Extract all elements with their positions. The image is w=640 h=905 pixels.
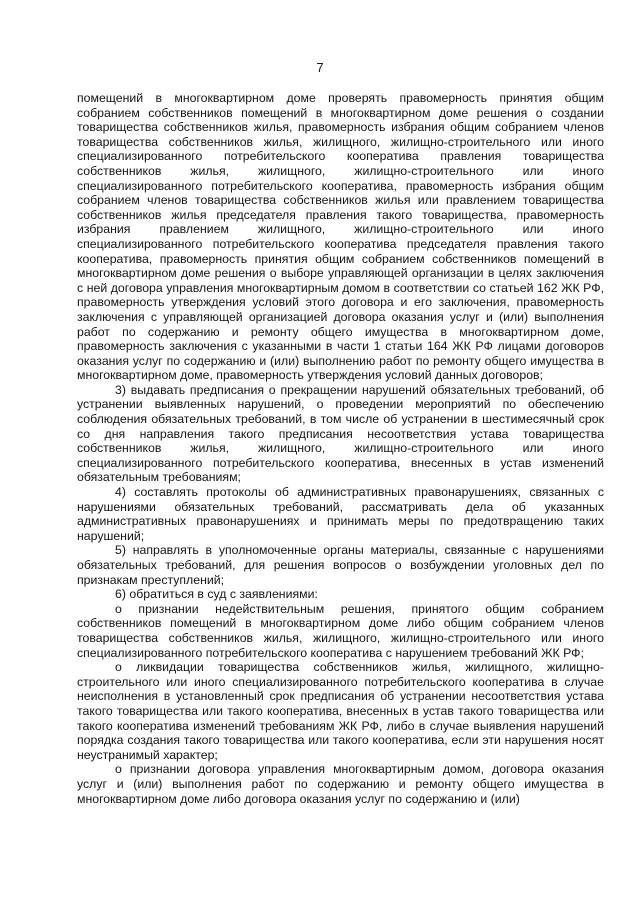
paragraph-item-4: 4) составлять протоколы об административных правонарушениях, связанных с нарушениями обязательных требований, рассматривать дела об указанных административных правонарушениях и принимать меры по предотвращению таких нарушений; <box>77 485 604 543</box>
paragraph-1-continuation: помещений в многоквартирном доме проверять правомерность принятия общим собранием собственников помещений в многоквартирном доме решения о создании товарищества собственников жилья, правомерность избрания общим собранием членов товарищества собственников жилья, жилищного, жилищно-строительного или иного специализированного потребительского кооператива правления товарищества собственников жилья, жилищного, жилищно-строительного или иного специализированного потребительского кооператива, правомерность избрания общим собранием членов товарищества собственников жилья или правлением товарищества собственников жилья председателя правления такого товарищества, правомерность избрания правлением жилищного, жилищно-строительного или иного специализированного потребительского кооператива председателя правления такого кооператива, правомерность принятия общим собранием собственников помещений в многоквартирном доме решения о выборе управляющей организации в целях заключения с ней договора управления многоквартирным домом в соответствии со статьей 162 ЖК РФ, правомерность утверждения условий этого договора и его заключения, правомерность заключения с управляющей организацией договора оказания услуг и (или) выполнения работ по содержанию и ремонту общего имущества в многоквартирном доме, правомерность заключения с указанными в части 1 статьи 164 ЖК РФ лицами договоров оказания услуг по содержанию и (или) выполнению работ по ремонту общего имущества в многоквартирном доме, правомерность утверждения условий данных договоров; <box>77 91 604 383</box>
paragraph-item-3: 3) выдавать предписания о прекращении нарушений обязательных требований, об устранении выявленных нарушений, о проведении мероприятий по обеспечению соблюдения обязательных требований, в том числе об устранении в шестимесячный срок со дня направления такого предписания несоответствия устава товарищества собственников жилья, жилищного, жилищно-строительного или иного специализированного потребительского кооператива, внесенных в устав изменений обязательным требованиям; <box>77 382 604 485</box>
page-number: 7 <box>316 60 324 75</box>
paragraph-item-6-contract: о признании договора управления многоквартирным домом, договора оказания услуг и (или) выполнения работ по содержанию и ремонту общего имущества в многоквартирном доме либо договора оказания услуг по содержанию и (или) <box>77 762 604 806</box>
paragraph-item-6-invalidation: о признании недействительным решения, принятого общим собранием собственников помещений в многоквартирном доме либо общим собранием членов товарищества собственников жилья, жилищного, жилищно-строительного или иного специализированного потребительского кооператива с нарушением требований ЖК РФ; <box>77 601 604 660</box>
paragraph-item-6-liquidation: о ликвидации товарищества собственников жилья, жилищного, жилищно-строительного или иного специализированного потребительского кооператива в случае неисполнения в установленный срок предписания об устранении несоответствия устава такого товарищества или такого кооператива, внесенных в устав такого товарищества или такого кооператива изменений требованиям ЖК РФ, либо в случае выявления нарушений порядка создания такого товарищества или такого кооператива, если эти нарушения носят неустранимый характер; <box>77 660 604 762</box>
paragraph-item-6: 6) обратиться в суд с заявлениями: <box>115 587 318 602</box>
document-body <box>77 91 604 806</box>
paragraph-item-5: 5) направлять в уполномоченные органы материалы, связанные с нарушениями обязательных требований, для решения вопросов о возбуждении уголовных дел по признакам преступлений; <box>77 543 604 587</box>
